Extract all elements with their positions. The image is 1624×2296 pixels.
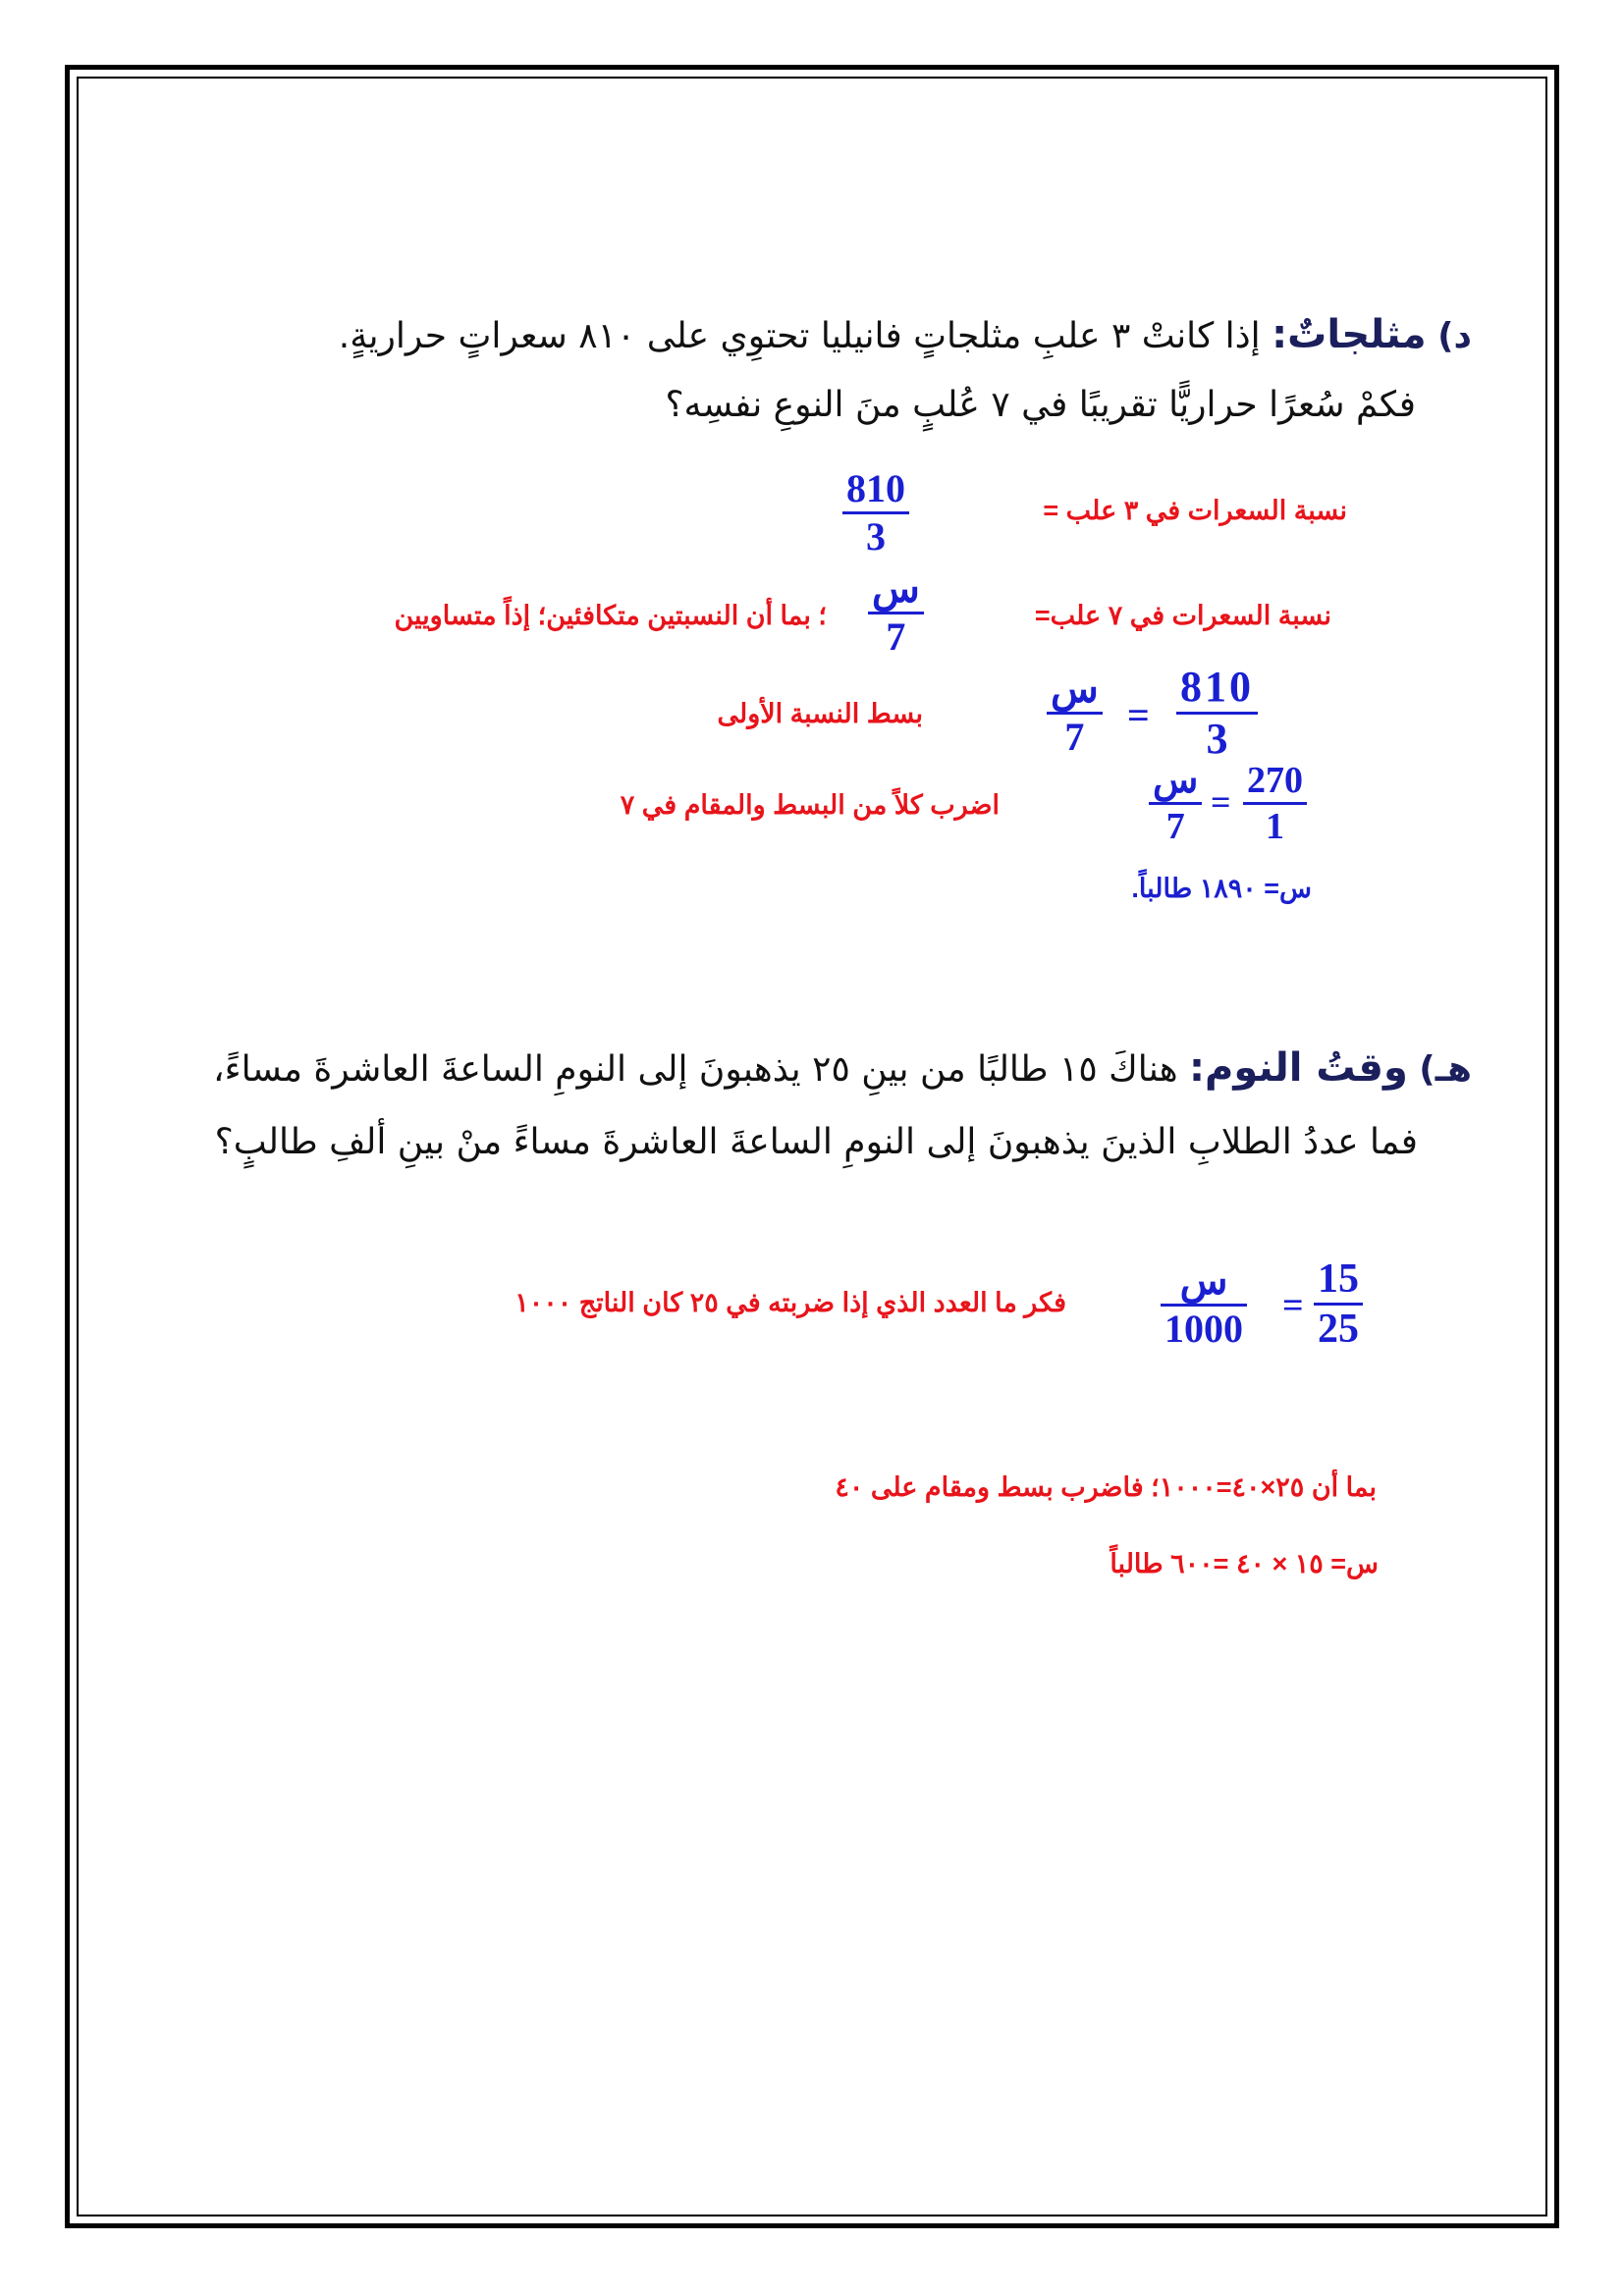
d-step2-num: س: [872, 566, 920, 611]
problem-h-label: هـ): [1419, 1049, 1472, 1090]
d-step2-text-a: نسبة السعرات في ٧ علب=: [1034, 601, 1331, 630]
h-eq-left-num: س: [1179, 1258, 1228, 1303]
d-eq1-sign: =: [1127, 693, 1150, 737]
d-answer: س= ١٨٩٠ طالباً.: [1131, 874, 1312, 903]
d-eq2-right-den: 1: [1266, 806, 1284, 847]
h-eq-sign: =: [1282, 1285, 1304, 1326]
h-eq-left: [1161, 1258, 1247, 1351]
d-step2-text-b: ؛ بما أن النسبتين متكافئين؛ إذاً متساويين: [394, 601, 827, 630]
problem-h-title: وقتُ النوم:: [1189, 1045, 1408, 1091]
d-step1-fraction: [842, 466, 909, 559]
d-step1-text: نسبة السعرات في ٣ علب =: [1043, 496, 1347, 525]
fraction-bar: [1149, 802, 1202, 805]
d-eq1-left: [1047, 669, 1103, 757]
problem-h-line1: [213, 1045, 1472, 1091]
problem-d-title: مثلجاتٌ:: [1272, 312, 1427, 357]
d-eq1-right-num: 810: [1180, 663, 1254, 711]
d-eq1-right: [1176, 663, 1258, 763]
d-eq2-sign: =: [1211, 782, 1231, 822]
problem-d-label: د): [1437, 316, 1472, 356]
d-eq2-right-num: 270: [1247, 760, 1303, 801]
problem-h-line2: فما عددُ الطلابِ الذينَ يذهبونَ إلى النومِ الساعةَ العاشرةَ مساءً منْ بينِ ألفِ طالبٍ؟: [214, 1122, 1418, 1162]
problem-d-line1: [339, 312, 1472, 357]
problem-h-text1: هناكَ ١٥ طالبًا من بينِ ٢٥ يذهبونَ إلى النومِ الساعةَ العاشرةَ مساءً،: [213, 1049, 1178, 1090]
h-step-since: بما أن ٢٥×٤٠=١٠٠٠؛ فاضرب بسط ومقام على ٤٠: [835, 1472, 1377, 1502]
d-step2-fraction: [868, 566, 924, 659]
d-eq2-left: [1149, 762, 1202, 845]
d-eq1-left-num: س: [1051, 667, 1099, 711]
h-eq-note: فكر ما العدد الذي إذا ضربته في ٢٥ كان الناتج ١٠٠٠: [514, 1288, 1066, 1317]
h-eq-right: [1314, 1258, 1363, 1350]
fraction-bar: [1314, 1303, 1363, 1306]
h-eq-right-den: 25: [1318, 1307, 1359, 1352]
d-eq2-note: اضرب كلاً من البسط والمقام في ٧: [620, 790, 1000, 820]
problem-d-text1: إذا كانتْ ٣ علبِ مثلجاتٍ فانيليا تحتوِي على ٨١٠ سعراتٍ حراريةٍ.: [338, 316, 1261, 356]
h-eq-right-num: 15: [1318, 1256, 1359, 1302]
d-eq2-left-den: 7: [1165, 806, 1185, 847]
h-answer: س= ١٥ × ٤٠ =٦٠٠ طالباً: [1110, 1549, 1379, 1578]
fraction-bar: [1243, 802, 1307, 805]
d-eq1-left-den: 7: [1064, 715, 1085, 759]
h-eq-left-den: 1000: [1164, 1307, 1243, 1351]
d-eq1-right-den: 3: [1206, 715, 1228, 763]
d-step2-den: 7: [886, 614, 906, 659]
d-eq1-note: بسط النسبة الأولى: [717, 699, 923, 728]
d-eq2-right: [1243, 762, 1307, 845]
d-step1-den: 3: [866, 514, 886, 559]
d-step1-num: 810: [846, 466, 905, 510]
d-eq2-left-num: س: [1153, 760, 1199, 801]
problem-d-line2: فكمْ سُعرًا حراريًّا تقريبًا في ٧ عُلبٍ منَ النوعِ نفسِه؟: [665, 385, 1416, 425]
